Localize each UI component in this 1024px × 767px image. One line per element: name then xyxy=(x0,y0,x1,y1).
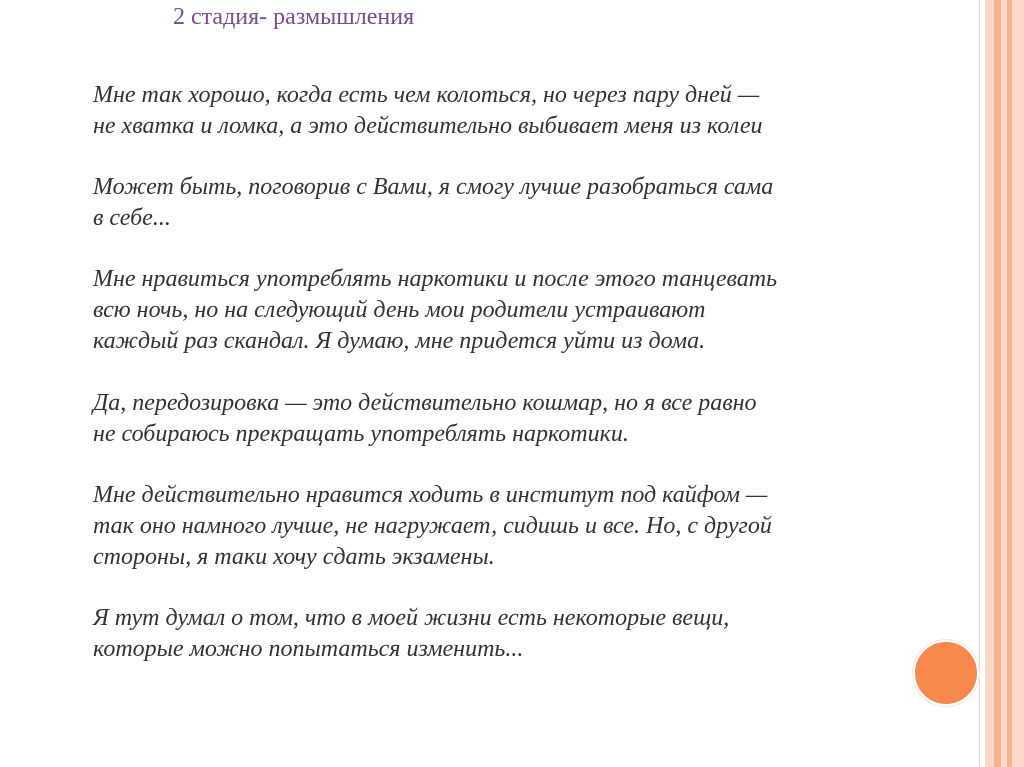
slide-title: 2 стадия- размышления xyxy=(173,4,415,30)
quote-paragraph: Мне так хорошо, когда есть чем колоться, но через пару дней — не хватка и ломка, а это действительно выбивает меня из колеи xyxy=(93,82,763,139)
quote-paragraph: Я тут думал о том, что в моей жизни есть некоторые вещи, которые можно попытаться изменить... xyxy=(93,605,730,662)
decorative-stripe xyxy=(985,0,994,767)
quote-paragraph: Мне нравиться употреблять наркотики и после этого танцевать всю ночь, но на следующий день мои родители устраивают каждый раз скандал. Я думаю, мне придется уйти из дома. xyxy=(93,266,777,354)
quote-paragraph: Может быть, поговорив с Вами, я смогу лучше разобраться сама в себе... xyxy=(93,174,774,231)
quote-paragraph: Да, передозировка — это действительно кошмар, но я все равно не собираюсь прекращать употреблять наркотики. xyxy=(93,390,757,447)
slide-border-line xyxy=(979,0,980,767)
decorative-stripe xyxy=(994,0,1001,767)
decorative-stripe xyxy=(1012,0,1024,767)
decorative-circle xyxy=(913,640,979,706)
quote-paragraph: Мне действительно нравится ходить в институт под кайфом — так оно намного лучше, не нагружает, сидишь и все. Но, с другой стороны, я таки хочу сдать экзамены. xyxy=(93,482,772,570)
